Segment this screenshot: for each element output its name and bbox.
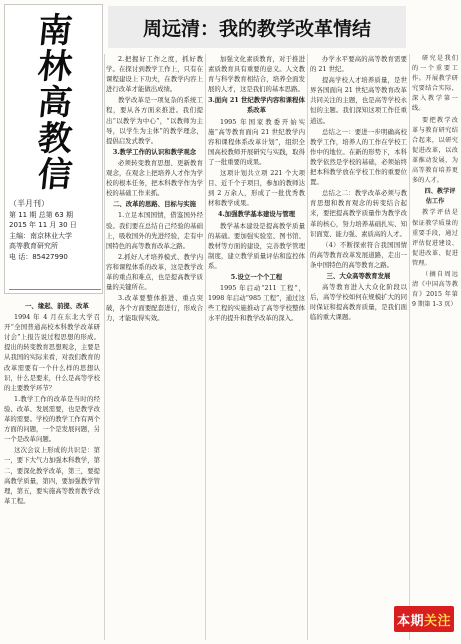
article-column-4 bbox=[310, 54, 407, 640]
issue-number: 第 11 期 总第 63 期 bbox=[9, 210, 73, 219]
paragraph: 教学改革是一项复杂的系统工程，要从各方面来推进。我们提出“以教学为中心”，“以教师为主导，以学生为主体”的教学理念，提倡启发式教学。 bbox=[106, 96, 203, 145]
badge-text-1: 本期 bbox=[396, 613, 424, 629]
section-heading: 5.设立一个个工程 bbox=[230, 272, 283, 281]
paragraph: 2.抓好人才培养模式、教学内容和课程体系的改革，这是教学改革的重点和难点，也是提高教学质量的关键所在。 bbox=[106, 252, 203, 292]
article-column-1 bbox=[4, 300, 100, 640]
paragraph: 要把教学改革与教育研究结合起来，以研究促进改革，以改革推动发展，为高等教育培养更多的人才。 bbox=[412, 116, 458, 185]
section-heading: 二、改革的思路、目标与实施 bbox=[112, 200, 197, 209]
paragraph: 2.把握好工作之度，抓好教学。在探讨到教学工作上，只有在课程建设上下功夫，在教学内容上进行改革才能做出成绩。 bbox=[106, 55, 203, 94]
title-char-1: 南 bbox=[35, 11, 75, 51]
article-column-3 bbox=[208, 54, 305, 640]
section-heading: 3.教学工作的认识和教学观念 bbox=[112, 147, 197, 156]
paragraph: 总结之一：要进一步明确高校教学工作，培养人的工作在学校工作中的地位。在新的形势下，本科教学依然是学校的基础，必须始终把本科教学放在学校工作的重要位置。 bbox=[310, 127, 407, 187]
masthead-divider bbox=[9, 289, 101, 290]
phone: 电 话：85427990 bbox=[9, 252, 68, 261]
section-heading: 3.面向 21 世纪教学内容和课程体系改革 bbox=[208, 96, 305, 115]
focus-badge[interactable] bbox=[394, 606, 454, 632]
title-char-3: 高 bbox=[35, 83, 75, 123]
section-heading: 四、教学评估工作 bbox=[424, 188, 456, 206]
frequency: （半月刊） bbox=[9, 199, 49, 208]
paragraph: 1995 年启动“211 工程”，1998 年启动“985 工程”，通过这些工程的实施推动了高等学校整体水平的提升和教学改革的深入。 bbox=[208, 284, 305, 323]
article-title: 周远清：我的教学改革情结 bbox=[142, 17, 371, 40]
paragraph: 这次会议上形成的共识是：第一，要下大气力加强本科教学，第二，要深化教学改革，第三，要提高教学质量，第四，要加强教学管理，第五，要实施高等教育教学改革工程。 bbox=[4, 446, 100, 505]
column-divider bbox=[104, 54, 105, 640]
section-heading: 三、大众高等教育发展 bbox=[326, 271, 391, 280]
title-char-4: 教 bbox=[35, 119, 75, 159]
column-divider bbox=[307, 54, 308, 640]
paragraph: 研究是我们的一个重要工作。开展教学研究要结合实际，深入教学第一线。 bbox=[412, 55, 458, 113]
paragraph: 加强文化素质教育，对于推进素质教育具有重要的意义。人文教育与科学教育相结合，培养全面发展的人才，这是我们的基本思路。 bbox=[208, 55, 305, 94]
article-column-2 bbox=[106, 54, 203, 640]
editor: 高等教育研究所 bbox=[9, 242, 58, 250]
paragraph: （摘自周远清《中国高等教育》2015 年第 9 期第 1-3 页） bbox=[412, 270, 458, 309]
paragraph: 办学水平要高的高等教育需要的 21 世纪。 bbox=[310, 55, 407, 74]
masthead bbox=[4, 4, 103, 294]
paragraph: 1.教学工作的改革是当时的经验、改革、发展需要，也是教学改革的需要。学校的教学工作有两个方面的问题，一个是发展问题，另一个是改革问题。 bbox=[4, 394, 100, 444]
paragraph: 总结之二：教学改革必须与教育思想和教育观念的转变结合起来，要把提高教学质量作为教学改革的核心，努力培养基础扎实、知识面宽、能力强、素质高的人才。 bbox=[310, 189, 407, 238]
section-heading: 一、缘起、前提、改革 bbox=[25, 302, 89, 310]
section-heading: 4.加强教学基本建设与管理 bbox=[218, 210, 295, 219]
paragraph: 必须转变教育思想、更新教育观念，在观念上把培养人才作为学校的根本任务，把本科教学作为学校的基础工作来抓。 bbox=[106, 158, 203, 198]
paragraph: 教学评估是保证教学质量的重要手段，通过评估促进建设、促进改革、促进管理。 bbox=[412, 209, 458, 267]
column-divider bbox=[409, 54, 410, 640]
paragraph: 1994 年 4 月在东北大学召开“全国普通高校本科教学改革研讨会”上报告说过程思想的形成。提出的转变教育思想观念，主要是从我国的实际来看，对我们教育的改革需要有一个什么样的思想认识，什么是要来，什么是高等学校的主要教学环节？ bbox=[4, 313, 100, 392]
paragraph: （4）不断探索符合我国国情的高等教育改革发展道路，走出一条中国特色的高等教育之路。 bbox=[310, 240, 407, 269]
paragraph: 1995 年国家教委开始实施“高等教育面向 21 世纪教学内容和课程体系改革计划”，组织全国高校教师开展研究与实践，取得了一批重要的成果。 bbox=[208, 117, 305, 166]
sponsor: 主编：南京林业大学 bbox=[9, 231, 72, 240]
paragraph: 3.改革要整体推进、重点突破，各个方面要配套进行，形成合力，才能取得实效。 bbox=[106, 294, 203, 323]
headline-box bbox=[108, 6, 406, 48]
paragraph: 高等教育进入大众化阶段以后，高等学校如何在规模扩大的同时保证和提高教育质量，是我们面临的重大课题。 bbox=[310, 283, 407, 322]
badge-text-2: 关注 bbox=[424, 613, 452, 629]
paragraph: 这项计划共立项 221 个大项目、近千个子项目，参加的教师达到 2 万余人，形成了一批优秀教材和教学成果。 bbox=[208, 169, 305, 208]
issue-date: 2015 年 11 月 30 日 bbox=[9, 221, 77, 229]
column-divider bbox=[205, 54, 206, 640]
article-column-5 bbox=[412, 54, 458, 640]
issue-info bbox=[9, 199, 99, 262]
paragraph: 教学基本建设是提高教学质量的基础。要加强实验室、图书馆、教材等方面的建设，完善教学管理制度，建立教学质量评估和监控体系。 bbox=[208, 221, 305, 270]
paragraph: 提高学校人才培养质量，是世界各国面向 21 世纪高等教育改革共同关注的主题，也是高等学校永恒的主题。我们深知这项工作任重道远。 bbox=[310, 76, 407, 125]
calligraphy-title bbox=[17, 13, 93, 193]
title-char-2: 林 bbox=[35, 47, 75, 87]
paragraph: 1.立足本国国情，借鉴国外经验。我们要在总结自己经验的基础上，吸收国外的先进经验，走有中国特色的高等教育改革之路。 bbox=[106, 211, 203, 250]
title-char-5: 信 bbox=[35, 155, 75, 195]
